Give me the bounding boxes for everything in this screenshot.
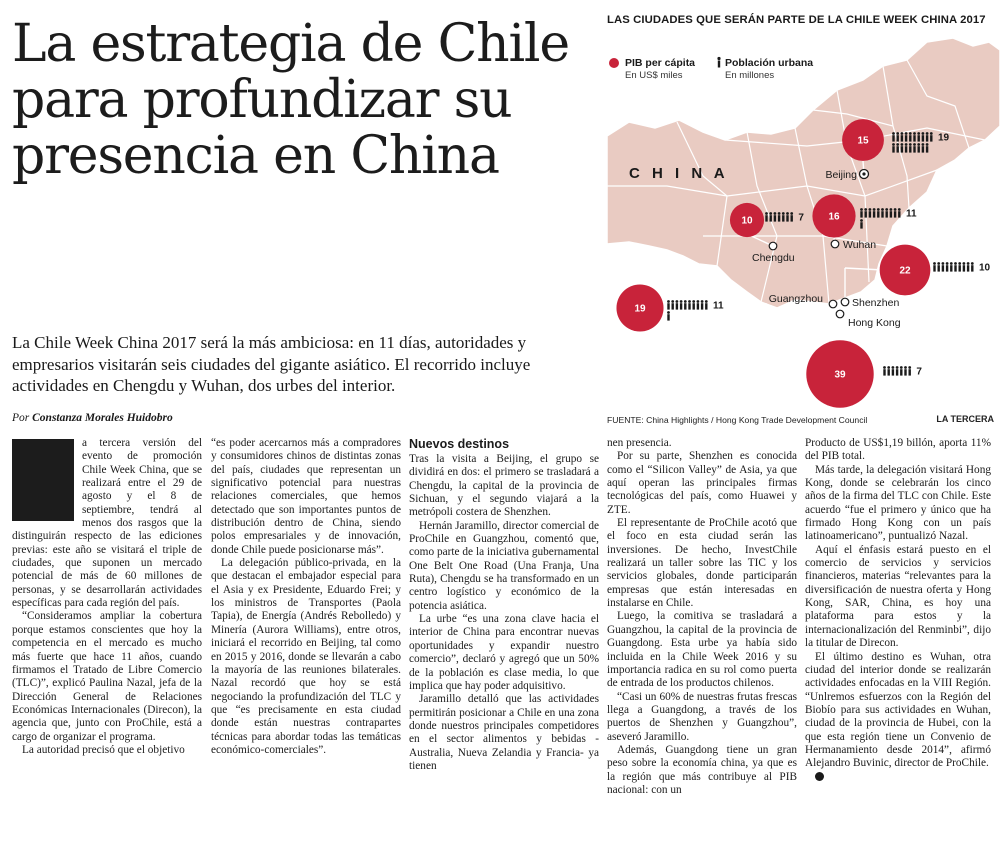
person-icon-body [938,265,940,271]
legend-gdp-swatch [609,58,619,68]
person-icon [896,132,899,135]
city-label: Wuhan [843,239,877,251]
person-icon [909,143,912,146]
person-icon [926,143,929,146]
person-icon-body [672,303,674,309]
person-icon [933,262,936,265]
person-icon [883,366,886,369]
article-column-3 [409,437,599,841]
person-icon [922,132,925,135]
person-icon [892,132,895,135]
paragraph: Aquí el énfasis estará puesto en el comercio de servicios y servicios financieros, materias “relevantes para la diversificación de nuestra oferta y Hong Kong, SAR, China, es hoy una plataforma para estos y la internacionalización del Renminbi”, dijo la titular de Direcon. [805,543,991,650]
person-icon-body [918,135,920,141]
person-icon-body [877,211,879,217]
person-icon-body [901,146,903,152]
person-icon-body [930,135,932,141]
person-icon-body [897,146,899,152]
person-icon [901,143,904,146]
person-icon [892,143,895,146]
infographic [607,0,1000,432]
person-icon-body [922,135,924,141]
paragraph: Por su parte, Shenzhen es conocida como el “Silicon Valley” de Asia, ya que aquí operan las principales firmas tecnológicas del país, como Huawei y ZTE. [607,450,797,516]
person-icon [782,212,785,215]
legend-pop-title: Población urbana [725,57,814,69]
person-icon [688,300,691,303]
person-icon-body [684,303,686,309]
person-icon [892,366,895,369]
city-marker [829,300,837,308]
person-icon [671,300,674,303]
person-icon-body [909,135,911,141]
person-icon-body [918,146,920,152]
paragraph: Además, Guangdong tiene un gran peso sobre la economía china, ya que es la región que más contribuye al PIB nacional: con un [607,743,797,796]
person-icon [667,311,670,314]
person-icon [896,143,899,146]
person-icon [881,208,884,211]
population-pictogram [667,300,708,321]
person-icon [786,212,789,215]
person-icon-body [705,303,707,309]
paragraph: Jaramillo detalló que las actividades permitirán posicionar a Chile en una zona donde nuestros principales competidores en el sector alimentos y bebidas -Australia, Nueva Zelandia y Francia- ya tienen [409,693,599,772]
person-icon-body [892,369,894,375]
person-icon-body [765,215,767,221]
paragraph: a tercera versión del evento de promoción Chile Week China, que se realizará entre el 29 de agosto y el 8 de septiembre, tendrá al menos dos rasgos que la distinguirán respecto de las ediciones previas: este año se visitará el triple de ciudades, que suponen un mercado potencial de más de 60 millones de personas, y se desarrollarán actividades específicas para cada región del país. [12,437,202,610]
person-icon [680,300,683,303]
population-value-label: 11 [906,208,917,220]
person-icon-body [693,303,695,309]
person-icon [917,132,920,135]
paragraph: nen presencia. [607,437,672,449]
person-icon-body [900,369,902,375]
person-icon-body [898,211,900,217]
population-value-label: 19 [938,132,950,144]
person-icon [692,300,695,303]
person-icon [930,132,933,135]
person-icon [860,208,863,211]
publisher-brand: LA TERCERA [936,414,994,424]
gdp-value-label: 10 [741,215,753,227]
population-value-label: 10 [979,262,991,274]
person-icon-body [963,265,965,271]
legend-person-icon [717,57,720,68]
city-marker [831,240,839,248]
article-column-5 [805,437,991,841]
person-icon [667,300,670,303]
gdp-value-label: 15 [857,135,869,147]
person-icon [894,208,897,211]
person-icon [887,366,890,369]
population-value-label: 7 [798,212,804,224]
gdp-value-label: 22 [899,265,911,277]
person-icon [942,262,945,265]
person-icon-body [926,135,928,141]
person-icon [900,366,903,369]
person-icon-body [680,303,682,309]
paragraph: “Casi un 60% de nuestras frutas frescas llega a Guangdong, a través de los puertos de Shenzhen y Guangzhou”, aseveró Jaramillo. [607,690,797,743]
city-label: Hong Kong [848,317,901,329]
person-icon [905,132,908,135]
person-icon-body [778,215,780,221]
person-icon-body [791,215,793,221]
person-icon-body [926,146,928,152]
paragraph: El representante de ProChile acotó que el foco en esta ciudad serán las inversiones. De hecho, InvestChile realizará un taller sobre las TIC y los servicios globales, donde participarán empresas que están interesadas en instalarse en Chile. [607,517,797,610]
paragraph: Producto de US$1,19 billón, aporta 11% del PIB total. [805,437,991,463]
city-marker [836,310,844,318]
person-icon [937,262,940,265]
person-icon [898,208,901,211]
gdp-value-label: 16 [828,211,840,223]
byline [12,412,173,424]
gdp-value-label: 19 [634,303,646,315]
person-icon-body [897,135,899,141]
person-icon-body [971,265,973,271]
paragraph: Tras la visita a Beijing, el grupo se dividirá en dos: el primero se trasladará a Chengdu, la capital de la provincia de Sichuan, y el segundo viajará a la metrópoli costera de Shenzhen. [409,453,599,519]
person-icon [971,262,974,265]
person-icon-body [954,265,956,271]
person-icon-body [909,369,911,375]
legend-gdp-unit: En US$ miles [625,70,683,81]
person-icon [676,300,679,303]
person-icon-body [894,211,896,217]
paragraph: La autoridad precisó que el objetivo [22,743,185,756]
person-icon [958,262,961,265]
person-icon [946,262,949,265]
person-icon [926,132,929,135]
person-icon-body [888,369,890,375]
city-marker [841,298,849,306]
population-pictogram [933,262,974,271]
person-icon [778,212,781,215]
person-icon [790,212,793,215]
person-icon-body [946,265,948,271]
person-icon-body [770,215,772,221]
person-icon [954,262,957,265]
paragraph: Más tarde, la delegación visitará Hong Kong, donde se celebrarán los cinco años de la firma del TLC con Chile. Este acuerdo “fue el primero y único que ha firmado Hong Kong con un país latinoamericano”, puntualizó Nazal. [805,463,991,543]
city-shenzhen [841,297,899,309]
population-value-label: 7 [916,366,922,378]
person-icon [908,366,911,369]
person-icon-body [883,369,885,375]
byline-author: Constanza Morales Huidobro [32,412,173,424]
paragraph: “es poder acercarnos más a compradores y consumidores chinos de distintas zonas del país, ciudades que representan un significativo potencial para nuestras relaciones comerciales, que hemos detectado que son importantes puntos de distribución dentro de China, siendo polos empresariales y de innovación, donde Chile puede posicionarse más”. [211,437,401,556]
person-icon [769,212,772,215]
article-column-1 [12,437,202,841]
article-column-4 [607,437,797,841]
person-icon-body [890,211,892,217]
city-marker [769,242,777,250]
city-label: Guangzhou [768,293,823,305]
paragraph: Luego, la comitiva se trasladará a Guangzhou, la capital de la provincia de Guangdong. Esta urbe ya había sido incluida en la Chile Week 2016 y su importancia radica en su rol como puerta de entrada de los productos chilenos. [607,610,797,690]
person-icon [860,219,863,222]
person-icon-body [905,146,907,152]
person-icon [705,300,708,303]
person-icon [701,300,704,303]
person-icon-body [886,211,888,217]
person-icon [896,366,899,369]
person-icon [697,300,700,303]
person-icon [917,143,920,146]
person-icon [950,262,953,265]
china-map [607,36,1000,412]
person-icon-body [950,265,952,271]
person-icon [774,212,777,215]
paragraph [805,771,991,784]
population-pictogram [883,366,911,376]
population-value-label: 11 [713,300,724,312]
city-hong-kong [836,310,901,329]
paragraph: El último destino es Wuhan, otra ciudad del interior donde se realizarán actividades enfocadas en la VIII Región. “Unlremos esfuerzos con la Región del Biobío para sus actividades en Wuhan, ciudad de la provincia de Hubei, con la que esta región tiene un Convenio de Hermanamiento desde 2014”, afirmó Alejandro Buvinic, director de ProChile. [805,650,991,770]
subheading-nuevos-destinos: Nuevos destinos [409,437,510,451]
person-icon [869,208,872,211]
city-label: Shenzhen [852,297,900,309]
person-icon [684,300,687,303]
person-icon-body [892,146,894,152]
city-label: Chengdu [752,252,795,264]
person-icon-body [967,265,969,271]
person-icon-body [774,215,776,221]
source-note: FUENTE: China Highlights / Hong Kong Trade Development Council [607,415,868,425]
paragraph: “Consideramos ampliar la cobertura porque estamos conscientes que hoy la competencia en el mercado es mucho más fuerte que hace 11 años, cuando firmamos el Tratado de Libre Comercio (TLC)”, explicó Paulina Nazal, jefa de la Dirección General de Relaciones Económicas Internacionales (Direcon), la agencia que, junto con ProChile, está a cargo de organizar el programa. [12,610,202,743]
person-icon-body [901,135,903,141]
person-icon [765,212,768,215]
article-lead: La Chile Week China 2017 será la más ambiciosa: en 11 días, autoridades y empresarios visitarán seis ciudades del gigante asiático. El recorrido incluye actividades en Chengdu y Wuhan, dos urbes del interior. [12,333,531,395]
person-icon [909,132,912,135]
person-icon-body [913,146,915,152]
person-icon-body [697,303,699,309]
paragraph: La delegación público-privada, en la que destacan el embajador especial para el Asia y ex Presidente, Eduardo Frei; y los ministros de Transportes (Paola Tapia), de Energía (Andrés Rebolledo) y Minería (Aurora Williams), entre otros, iniciará el recorrido en Beijing, tal como en 2015 y 2016, donde se llevarán a cabo la mayoría de las reuniones bilaterales. Nazal recordó que hoy se está negociando la profundización del TLC y que “es precisamente en esta ciudad donde están nuestras contrapartes técnicas para abordar todas las temáticas económico-comerciales”. [211,557,401,756]
legend-gdp-title: PIB per cápita [625,57,696,69]
article-headline: La estrategia de Chile para profundizar su presencia en China [12,14,569,186]
person-icon [885,208,888,211]
person-icon [890,208,893,211]
person-icon [963,262,966,265]
person-icon [922,143,925,146]
person-icon-body [922,146,924,152]
person-icon-body [959,265,961,271]
person-icon-body [904,369,906,375]
person-icon-body [913,135,915,141]
infographic-title: LAS CIUDADES QUE SERÁN PARTE DE LA CHILE WEEK CHINA 2017 [607,14,986,26]
person-icon-body [667,303,669,309]
person-icon [905,143,908,146]
person-icon [913,132,916,135]
drop-cap [12,439,74,521]
country-label: C H I N A [629,165,729,182]
person-icon [864,208,867,211]
person-icon [877,208,880,211]
person-icon-body [869,211,871,217]
byline-prefix: Por [12,412,33,424]
person-icon-body [676,303,678,309]
person-icon-body [873,211,875,217]
person-icon-body [909,146,911,152]
person-icon-body [881,211,883,217]
legend-pop-unit: En millones [725,70,775,81]
city-label: Beijing [825,169,857,181]
person-icon-body [786,215,788,221]
person-icon [904,366,907,369]
person-icon [873,208,876,211]
person-icon-body [896,369,898,375]
person-icon-body [933,265,935,271]
person-icon-body [905,135,907,141]
gdp-value-label: 39 [834,369,846,381]
person-icon [967,262,970,265]
person-icon-body [701,303,703,309]
person-icon-body [782,215,784,221]
person-icon-body [892,135,894,141]
person-icon-body [942,265,944,271]
paragraph: Hernán Jaramillo, director comercial de ProChile en Guangzhou, comentó que, como parte de la iniciativa gubernamental One Belt One Road (Una Franja, Una Ruta), Chengdu se ha transformado en un centro logístico y económico de la potencia asiática. [409,519,599,612]
person-icon-body [667,314,669,320]
person-icon-body [865,211,867,217]
paragraph: La urbe “es una zona clave hacia el interior de China para encontrar nuevas oportunidades y expandir nuestro comercio”, declaró y agregó que un 50% de la población es clase media, lo que implica que hay poder adquisitivo. [409,613,599,692]
person-icon [913,143,916,146]
person-icon-body [860,211,862,217]
legend [609,57,813,81]
end-of-article-mark [815,772,824,781]
article-column-2 [211,437,401,841]
person-icon-body [860,222,862,228]
person-icon [901,132,904,135]
person-icon-body [688,303,690,309]
